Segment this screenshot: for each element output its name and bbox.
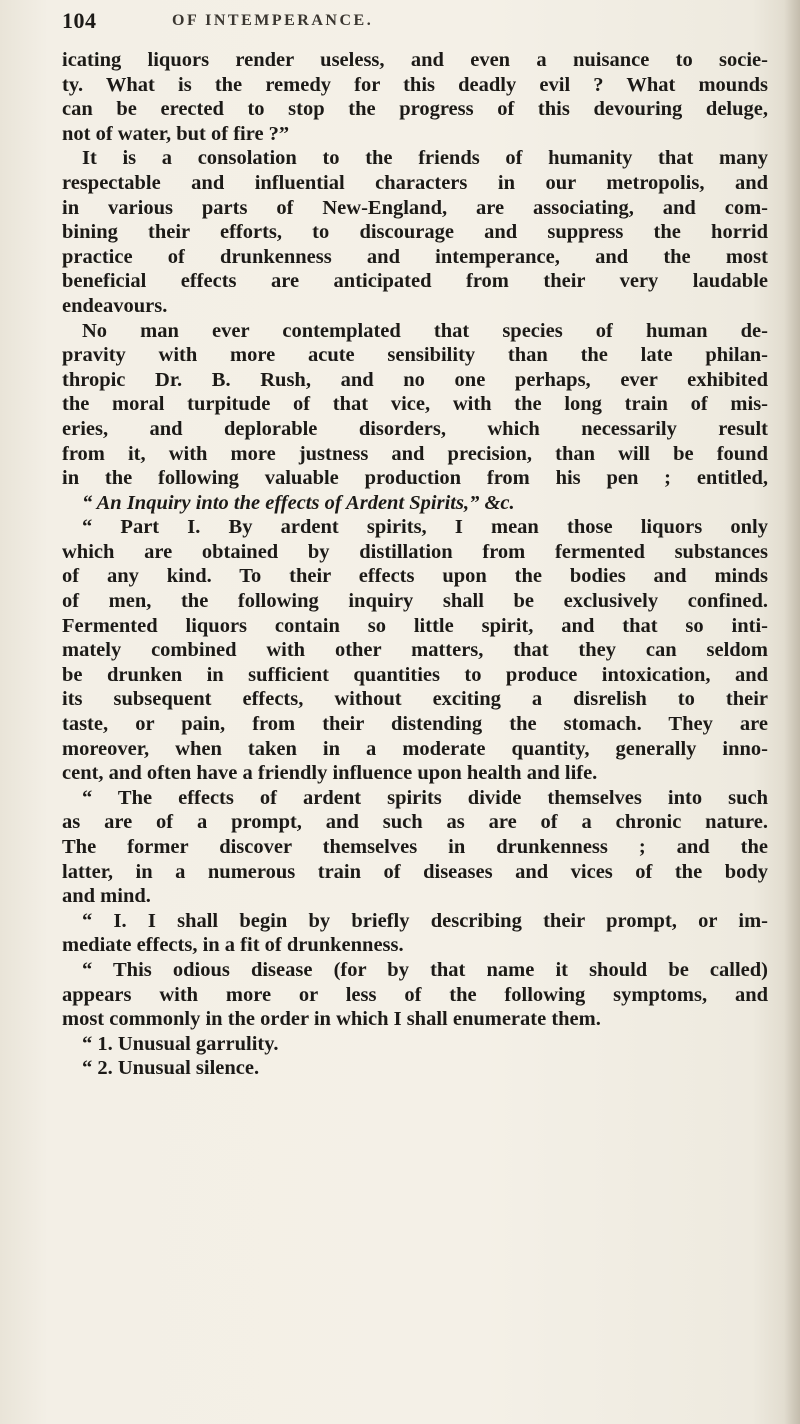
text-line: The former discover themselves in drunkenness ; and the — [62, 836, 768, 858]
text-line: It is a consolation to the friends of humanity that many — [82, 147, 768, 170]
text-line: mediate effects, in a fit of drunkenness. — [62, 934, 404, 957]
text-line: endeavours. — [62, 294, 168, 317]
text-line: taste, or pain, from their distending the stomach. They are — [62, 713, 768, 736]
text-line: and mind. — [62, 885, 151, 908]
text-line: pravity with more acute sensibility than the late philan- — [62, 344, 768, 367]
text-line: which are obtained by distillation from fermented substances — [62, 540, 768, 563]
text-line: bining their efforts, to discourage and suppress the horrid — [62, 221, 768, 244]
body-text — [62, 48, 768, 1081]
text-line: “ I. I shall begin by briefly describing their prompt, or im- — [82, 909, 768, 932]
text-line: in various parts of New-England, are associating, and com- — [62, 196, 768, 219]
running-head-title: OF INTEMPERANCE. — [172, 12, 374, 29]
text-line: “ An Inquiry into the effects of Ardent Spirits,” &c. — [82, 491, 515, 514]
text-line: Fermented liquors contain so little spirit, and that so inti- — [62, 614, 768, 637]
page-edge-shadow — [784, 0, 800, 1424]
text-line: from it, with more justness and precision, than will be found — [62, 442, 768, 465]
text-line: “ 2. Unusual silence. — [82, 1057, 260, 1080]
text-line: thropic Dr. B. Rush, and no one perhaps, ever exhibited — [62, 368, 768, 391]
text-line: icating liquors render useless, and even a nuisance to socie- — [62, 49, 768, 71]
text-line: No man ever contemplated that species of human de- — [82, 319, 768, 342]
text-line: the moral turpitude of that vice, with the long train of mis- — [62, 393, 768, 416]
text-line: moreover, when taken in a moderate quantity, generally inno- — [62, 737, 768, 760]
text-line: “ The effects of ardent spirits divide themselves into such — [82, 786, 768, 809]
text-line: of men, the following inquiry shall be exclusively confined. — [62, 590, 768, 613]
text-line: ty. What is the remedy for this deadly evil ? What mounds — [62, 73, 768, 96]
text-line: appears with more or less of the following symptoms, and — [62, 983, 768, 1006]
page-number: 104 — [62, 8, 97, 33]
running-head — [62, 8, 762, 36]
text-line: eries, and deplorable disorders, which necessarily result — [62, 417, 768, 440]
text-line: “ 1. Unusual garrulity. — [82, 1032, 279, 1055]
text-line: “ Part I. By ardent spirits, I mean those liquors only — [82, 516, 768, 539]
text-line: most commonly in the order in which I shall enumerate them. — [62, 1008, 601, 1031]
text-line: beneficial effects are anticipated from their very laudable — [62, 270, 768, 293]
text-line: cent, and often have a friendly influence upon health and life. — [62, 762, 598, 785]
text-line: latter, in a numerous train of diseases and vices of the body — [62, 860, 768, 883]
text-line: in the following valuable production from his pen ; entitled, — [62, 467, 768, 490]
text-line: as are of a prompt, and such as are of a chronic nature. — [62, 811, 768, 834]
text-line: its subsequent effects, without exciting a disrelish to their — [62, 688, 768, 711]
text-line: practice of drunkenness and intemperance, and the most — [62, 245, 768, 268]
text-line: mately combined with other matters, that they can seldom — [62, 639, 768, 662]
text-line: respectable and influential characters in our metropolis, and — [62, 171, 768, 194]
text-line: be drunken in sufficient quantities to produce intoxication, and — [62, 663, 768, 686]
text-line: of any kind. To their effects upon the bodies and minds — [62, 565, 768, 588]
text-line: can be erected to stop the progress of this devouring deluge, — [62, 98, 768, 121]
text-line: “ This odious disease (for by that name it should be called) — [82, 958, 768, 981]
text-line: not of water, but of fire ?” — [62, 122, 290, 145]
